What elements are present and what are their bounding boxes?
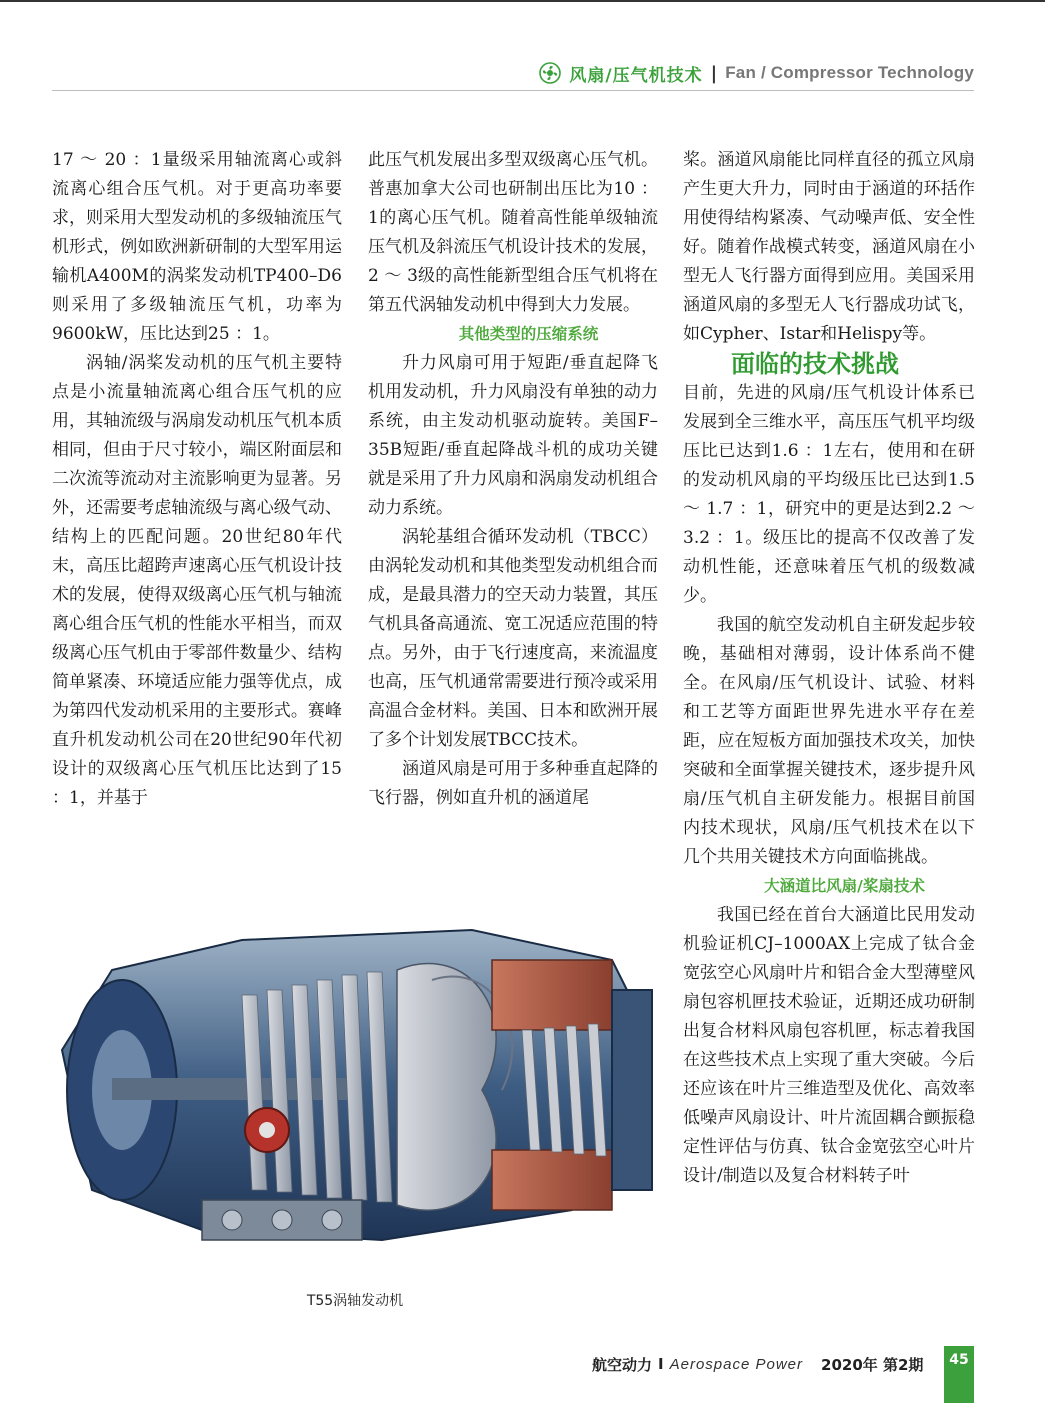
header-section-label: [539, 58, 974, 88]
t55-turboshaft-engine-illustration: [52, 900, 658, 1252]
journal-name-en: Aerospace Power: [669, 1355, 804, 1373]
page-footer: [592, 1352, 923, 1376]
footer-separator: I: [658, 1355, 664, 1373]
subheading-other-compression-systems: 其他类型的压缩系统: [458, 325, 599, 343]
paragraph: 升力风扇可用于短距/垂直起降飞机用发动机，升力风扇没有单独的动力系统，由主发动机驱动旋转。美国F–35B短距/垂直起降战斗机的成功关键就是采用了升力风扇和涡扇发动机组合动力系统。: [368, 353, 658, 518]
paragraph: 涵道风扇是可用于多种垂直起降的飞行器，例如直升机的涵道尾: [368, 759, 658, 808]
fan-logo-icon: [539, 62, 561, 84]
paragraph: 目前，先进的风扇/压气机设计体系已发展到全三维水平，高压压气机平均级压比已达到1.6 ：1左右，使用和在研的发动机风扇的平均级压比已达到1.5 ～ 1.7 ：1，研究中的更是达到2.2 ～ 3.2 ：1。级压比的提高不仅改善了发动机性能，还意味着压气机的级数减少。: [683, 383, 975, 606]
paragraph: 我国已经在首台大涵道比民用发动机验证机CJ–1000AX上完成了钛合金宽弦空心风扇叶片和铝合金大型薄壁风扇包容机匣技术验证，近期还成功研制出复合材料风扇包容机匣，标志着我国在这些技术点上实现了重大突破。今后还应该在叶片三维造型及优化、高效率低噪声风扇设计、叶片流固耦合颤振稳定性评估与仿真、钛合金宽弦空心叶片设计/制造以及复合材料转子叶: [683, 905, 975, 1186]
issue-label: 2020年 第2期: [821, 1355, 924, 1374]
paragraph: 涡轮基组合循环发动机（TBCC）由涡轮发动机和其他类型发动机组合而成，是最具潜力的空天动力装置，其压气机具备高通流、宽工况适应范围的特点。另外，由于飞行速度高，来流温度也高，压气机通常需要进行预冷或采用高温合金材料。美国、日本和欧洲开展了多个计划发展TBCC技术。: [368, 527, 658, 750]
figure-caption: T55涡轴发动机: [306, 1293, 404, 1309]
header-section-en: Fan / Compressor Technology: [725, 63, 974, 82]
paragraph: 我国的航空发动机自主研发起步较晚，基础相对薄弱，设计体系尚不健全。在风扇/压气机设计、试验、材料和工艺等方面距世界先进水平存在差距，应在短板方面加强技术攻关，加快突破和全面掌握关键技术，逐步提升风扇/压气机自主研发能力。根据目前国内技术现状，风扇/压气机技术在以下几个共用关键技术方向面临挑战。: [683, 615, 975, 867]
paragraph: 此压气机发展出多型双级离心压气机。普惠加拿大公司也研制出压比为10 ：1的离心压气机。随着高性能单级轴流压气机及斜流压气机设计技术的发展，2 ～ 3级的高性能新型组合压气机将在第五代涡轴发动机中得到大力发展。: [368, 150, 658, 315]
paragraph: 桨。涵道风扇能比同样直径的孤立风扇产生更大升力，同时由于涵道的环括作用使得结构紧凑、气动噪声低、安全性好。随着作战模式转变，涵道风扇在小型无人飞行器方面得到应用。美国采用涵道风扇的多型无人飞行器成功试飞，如Cypher、Istar和Helispy等。: [683, 150, 975, 344]
paragraph: 涡轴/涡桨发动机的压气机主要特点是小流量轴流离心组合压气机的应用，其轴流级与涡扇发动机压气机本质相同，但由于尺寸较小，端区附面层和二次流等流动对主流影响更为显著。另外，还需要考虑轴流级与离心级气动、结构上的匹配问题。20世纪80年代末，高压比超跨声速离心压气机设计技术的发展，使得双级离心压气机与轴流离心组合压气机的性能水平相当，而双级离心压气机由于零部件数量少、结构简单紧凑、环境适应能力强等优点，成为第四代发动机采用的主要形式。赛峰直升机发动机公司在20世纪90年代初设计的双级离心压气机压比达到了15 ：1，并基于: [52, 353, 342, 808]
paragraph: 17 ～ 20 ：1量级采用轴流离心或斜流离心组合压气机。对于更高功率要求，则采用大型发动机的多级轴流压气机形式，例如欧洲新研制的大型军用运输机A400M的涡桨发动机TP400–D6则采用了多级轴流压气机，功率为9600kW，压比达到25 ：1。: [52, 150, 342, 344]
top-rule: [0, 0, 1045, 2]
section-heading-technical-challenges: 面临的技术挑战: [731, 350, 899, 378]
article-column-3: [683, 146, 975, 1191]
header-separator: |: [710, 62, 718, 84]
journal-name-cn: 航空动力: [592, 1355, 653, 1374]
article-column-2: [368, 146, 658, 813]
header-section-cn: 风扇/压气机技术: [569, 65, 703, 86]
article-column-1: [52, 146, 342, 813]
page-header: [52, 58, 974, 91]
subheading-high-bypass-fan: 大涵道比风扇/桨扇技术: [764, 877, 925, 895]
page-number: 45: [944, 1346, 974, 1403]
